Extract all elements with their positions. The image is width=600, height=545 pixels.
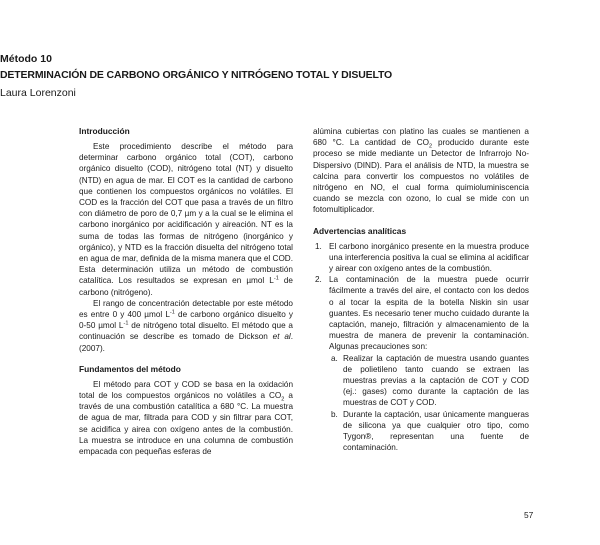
list-item: 2. La contaminación de la muestra puede ocurrir fácilmente a través del aire, el contacto con los dedos o al tocar la espita de la botella Niskin sin usar guantes. Es necesario tener mucho cuidado durante la captación, manejo, filtración y almacenamiento de la muestra de manera de prevenir la contaminación. Algunas precauciones son: a. Realizar la captación de muestra usando guantes de polietileno tanto cuando se extraen las muestras previas a la captación de COT y COD (ej.: gases) como durante la captación de las muestras de COT y COD. b. Durante la captación, usar únicamente mangueras de silicona ya que cualquier otro tipo, como Tygon®, representan una fuente de contaminación. xyxy=(315,275,529,453)
list-item-number: 1. xyxy=(315,241,322,251)
sublist-item-letter: a. xyxy=(331,353,338,363)
header xyxy=(0,53,600,100)
right-column xyxy=(313,126,529,453)
sublist-item: a. Realizar la captación de muestra usando guantes de polietileno tanto cuando se extraen las muestras previas a la captación de COT y COD (ej.: gases) como durante la captación de las muestras de COT y COD. xyxy=(331,353,529,408)
intro-paragraph-2: El rango de concentración detectable por este método es entre 0 y 400 µmol $L^{-1}$ de carbono orgánico disuelto y 0-50 µmol $L^{-1}$ de nitrógeno total disuelto. El método que a continuación se describe es tomado de Dickson et al. (2007). xyxy=(79,298,293,353)
page-number: 57 xyxy=(524,510,534,520)
fundamentos-paragraph: El método para COT y COD se basa en la oxidación total de los compuestos orgánicos no volátiles a $CO_2$ a través de una combustión catalítica a 680 °C. La muestra de agua de mar, filtrada para COD y sin filtrar para COT, se acidifica y airea con oxígeno antes de la combustión. La muestra se introduce en una columna de combustión empacada con pequeñas esferas de xyxy=(79,379,293,457)
intro-paragraph-1: Este procedimiento describe el método para determinar carbono orgánico total (COT), carbono orgánico disuelto (COD), nitrógeno total (NT) y disuelto (NTD) en agua de mar. El COT es la cantidad de carbono que contienen los compuestos orgánicos no volátiles. El COD es la fracción del COT que pasa a través de un filtro con diámetro de poro de 0,7 µm y a la cual se le elimina el carbono inorgánico por acidificación y aireación. NT es la suma de todas las formas de nitrógeno (inorgánico y orgánico), y NTD es la fracción disuelta del nitrógeno total en agua de mar, definida de la misma manera que el COD. Esta determinación utiliza un método de combustión catalítica. Los resultados se expresan en µmol $L^{-1}$ de carbono (nitrógeno). xyxy=(79,142,293,297)
author: Laura Lorenzoni xyxy=(0,87,76,99)
section-heading-introduccion: Introducción xyxy=(79,126,130,136)
section-heading-fundamentos: Fundamentos del método xyxy=(79,363,181,374)
left-column xyxy=(79,126,293,457)
advertencias-list xyxy=(313,241,529,454)
precautions-sublist xyxy=(329,353,529,454)
fundamentos-continuation: alúmina cubiertas con platino las cuales se mantienen a 680 °C. La cantidad de $CO_2$ producido durante este proceso se mide mediante un Detector de Infrarrojo No-Dispersivo (DIND). Para el análisis de NTD, la muestra se calcina para convertir los compuestos no volátiles de nitrógeno en NO, el cual forma quimioluminiscencia cuando se mezcla con ozono, lo cual se mide con un fotomultiplicador. xyxy=(313,127,530,215)
list-item: 1. El carbono inorgánico presente en la muestra produce una interferencia positiva la cual se elimina al acidificar y airear con oxígeno antes de la combustión. xyxy=(315,241,529,274)
section-heading-advertencias: Advertencias analíticas xyxy=(313,225,407,236)
list-item-number: 2. xyxy=(315,275,322,285)
sublist-item-letter: b. xyxy=(331,409,338,419)
page-title: DETERMINACIÓN DE CARBONO ORGÁNICO Y NITRÓGENO TOTAL Y DISUELTO xyxy=(0,69,393,81)
method-number: Método 10 xyxy=(0,53,52,65)
sublist-item: b. Durante la captación, usar únicamente mangueras de silicona ya que cualquier otro tipo, como Tygon®, representan una fuente de contaminación. xyxy=(331,409,529,453)
